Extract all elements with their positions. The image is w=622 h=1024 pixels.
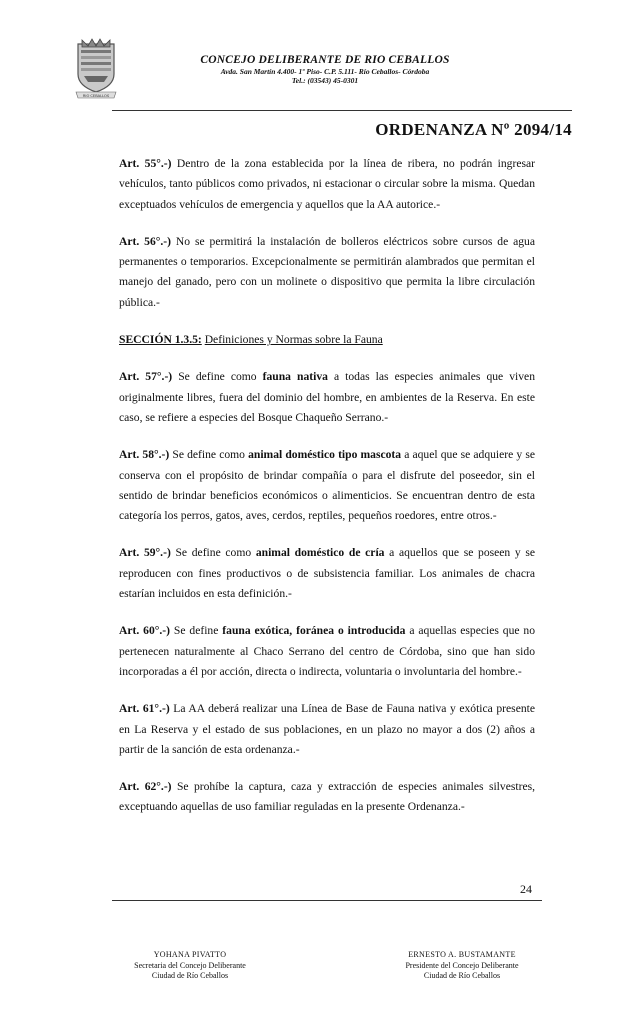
signatory-place: Ciudad de Río Ceballos [151, 971, 229, 980]
defined-term: fauna nativa [262, 370, 328, 384]
article-text: Se prohíbe la captura, caza y extracción de especies animales silvestres, exceptuando aquellas de uso familiar reguladas en la presente Ordenanza.- [119, 780, 535, 814]
institution-name: CONCEJO DELIBERANTE DE RIO CEBALLOS [200, 54, 450, 66]
section-heading [119, 330, 535, 350]
article-57 [119, 367, 535, 428]
article-label: Art. 62°.-) [119, 780, 172, 794]
institution-phone: Tel.: (03543) 45-0301 [291, 76, 359, 85]
article-56 [119, 232, 535, 313]
article-text: Se define como [170, 546, 256, 560]
article-label: Art. 55°.-) [119, 157, 172, 170]
institution-address: Avda. San Martín 4.400- 1º Piso- C.P. 5.111- Río Ceballos- Córdoba [220, 67, 430, 76]
ordinance-title: ORDENANZA Nº 2094/14 [375, 120, 572, 139]
defined-term: animal doméstico de cría [255, 546, 385, 560]
article-label: Art. 60°.-) [119, 624, 171, 638]
section-title: Definiciones y Normas sobre la Fauna [204, 333, 383, 347]
article-text: a aquellos que se poseen y se reproducen con fines productivos o de subsistencia familiar. Los animales de chacra estarían incluidos en esta definición.- [119, 546, 536, 601]
article-55 [119, 154, 535, 215]
signatory-role: Presidente del Concejo Deliberante [405, 960, 519, 970]
signatory-name: ERNESTO A. BUSTAMANTE [408, 950, 516, 959]
signature-president [362, 950, 562, 982]
article-60 [119, 621, 535, 682]
svg-text:RIO CEBALLOS: RIO CEBALLOS [82, 94, 110, 98]
article-text: a aquellas especies que no pertenecen naturalmente al Chaco Serrano del centro de Córdoba, sino que han sido incorporadas a él por acción, directa o indirecta, voluntaria o involuntaria del hombre.- [119, 624, 535, 678]
article-61 [119, 699, 535, 760]
article-label: Art. 61°.-) [119, 702, 170, 716]
article-text: Se define [170, 624, 223, 638]
section-label: SECCIÓN 1.3.5: [119, 333, 202, 347]
signatory-place: Ciudad de Río Ceballos [423, 971, 501, 980]
article-text: Se define como [169, 448, 249, 462]
article-label: Art. 58°.-) [119, 448, 170, 462]
document-body [119, 154, 535, 835]
article-label: Art. 56°.-) [119, 234, 172, 248]
article-label: Art. 59°.-) [119, 546, 171, 560]
article-text: Dentro de la zona establecida por la línea de ribera, no podrán ingresar vehículos, tanto públicos como privados, ni estacionar o circular sobre la misma. Quedan exceptuados vehículos de emergencia y aquellos que la AA autorice.- [119, 157, 535, 211]
article-58 [119, 445, 535, 526]
signatory-role: Secretaria del Concejo Deliberante [134, 960, 246, 970]
article-text: La AA deberá realizar una Línea de Base de Fauna nativa y exótica presente en La Reserva y el estado de sus poblaciones, en un plazo no mayor a dos (2) años a partir de la sanción de esta ordenanza.- [119, 702, 535, 756]
article-text: Se define como [172, 370, 263, 384]
header-divider [112, 110, 572, 111]
signatory-name: YOHANA PIVATTO [153, 950, 227, 959]
defined-term: fauna exótica, foránea o introducida [222, 624, 406, 638]
article-59 [119, 543, 535, 604]
page-number: 24 [520, 882, 532, 896]
defined-term: animal doméstico tipo mascota [248, 448, 402, 462]
municipal-shield-logo [74, 36, 118, 102]
article-text: a todas las especies animales que viven originalmente libres, fuera del dominio del hombre, en ambientes de la Reserva. En este caso, se refiere a especies del Bosque Chaqueño Serrano.- [119, 370, 535, 424]
article-text: a aquel que se adquiere y se conserva con el propósito de brindar compañía o para el disfrute del poseedor, sin el sentido de brindar beneficios económicos o alimenticios. Se encuentran dentro de esta categoría los perros, gatos, aves, cerdos, reptiles, pequeños roedores, entre otros.- [119, 448, 535, 523]
article-text: No se permitirá la instalación de bolleros eléctricos sobre cursos de agua permanentes o temporarios. Excepcionalmente se permitirán alambrados que permitan el manejo del ganado, pero con un molinete o dispositivo que permita la libre circulación pública.- [119, 234, 535, 309]
article-62 [119, 777, 535, 818]
article-label: Art. 57°.-) [119, 370, 173, 384]
footer-divider [112, 900, 542, 901]
signature-secretary [90, 950, 290, 982]
letterhead [130, 54, 520, 85]
